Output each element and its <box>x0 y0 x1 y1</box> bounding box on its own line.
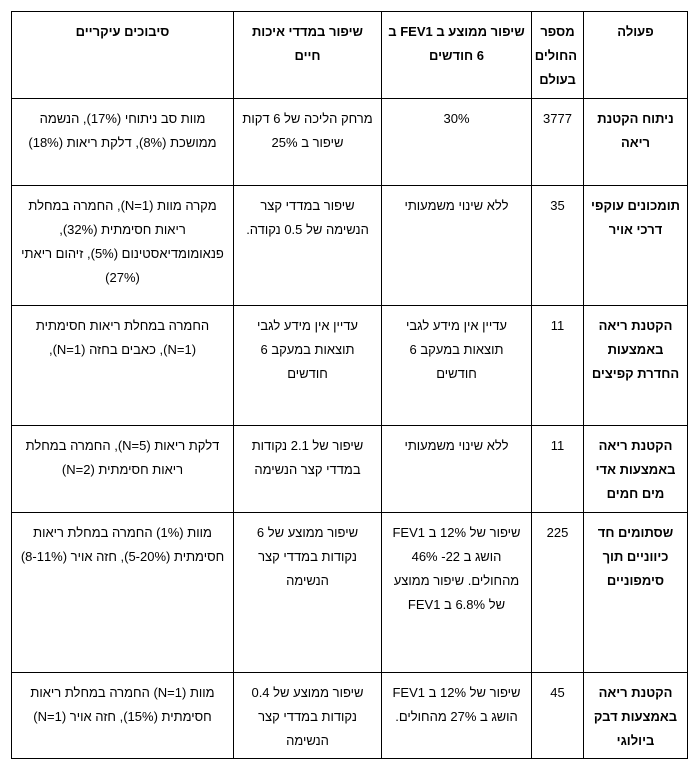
table-row <box>12 186 688 306</box>
cell-patients: 35 <box>532 186 584 306</box>
cell-action: תומכונים עוקפי דרכי אויר <box>584 186 688 306</box>
table-row <box>12 673 688 759</box>
cell-fev1: ללא שינוי משמעותי <box>382 426 532 513</box>
cell-complications: החמרה במחלת ריאות חסימתית (N=1), כאבים בחזה (N=1), <box>12 306 234 426</box>
cell-quality: שיפור של 2.1 נקודות במדדי קצר הנשימה <box>234 426 382 513</box>
cell-action: ניתוח הקטנת ריאה <box>584 99 688 186</box>
cell-patients: 225 <box>532 513 584 673</box>
cell-quality: מרחק הליכה של 6 דקות שיפור ב 25% <box>234 99 382 186</box>
header-row <box>12 12 688 99</box>
cell-patients: 45 <box>532 673 584 759</box>
header-complications: סיבוכים עיקריים <box>12 12 234 99</box>
header-fev1: שיפור ממוצע ב FEV1 ב 6 חודשים <box>382 12 532 99</box>
comparison-table <box>11 11 688 759</box>
cell-fev1: שיפור של 12% ב FEV1 הושג ב 22- 46% מהחולים. שיפור ממוצע של 6.8% ב FEV1 <box>382 513 532 673</box>
cell-action: הקטנת ריאה באמצעות החדרת קפיצים <box>584 306 688 426</box>
cell-quality: שיפור ממוצע של 0.4 נקודות במדדי קצר הנשימה <box>234 673 382 759</box>
cell-complications: מוות (N=1) החמרה במחלת ריאות חסימתית (15%), חזה אויר (N=1) <box>12 673 234 759</box>
table-row <box>12 306 688 426</box>
header-action: פעולה <box>584 12 688 99</box>
cell-action: הקטנת ריאה באמצעות דבק ביולוגי <box>584 673 688 759</box>
cell-quality: שיפור ממוצע של 6 נקודות במדדי קצר הנשימה <box>234 513 382 673</box>
cell-complications: מקרה מוות (N=1), החמרה במחלת ריאות חסימתית (32%), פנאומומדיאסטינום (5%), זיהום ריאתי (27%) <box>12 186 234 306</box>
cell-quality: עדיין אין מידע לגבי תוצאות במעקב 6 חודשים <box>234 306 382 426</box>
cell-action: הקטנת ריאה באמצעות אדי מים חמים <box>584 426 688 513</box>
header-patients: מספר החולים בעולם <box>532 12 584 99</box>
cell-fev1: ללא שינוי משמעותי <box>382 186 532 306</box>
header-quality: שיפור במדדי איכות חיים <box>234 12 382 99</box>
cell-patients: 11 <box>532 426 584 513</box>
cell-fev1: 30% <box>382 99 532 186</box>
cell-action: שסתומים חד כיווניים תוך סימפוניים <box>584 513 688 673</box>
cell-quality: שיפור במדדי קצר הנשימה של 0.5 נקודה. <box>234 186 382 306</box>
cell-fev1: עדיין אין מידע לגבי תוצאות במעקב 6 חודשים <box>382 306 532 426</box>
cell-complications: מוות (1%) החמרה במחלת ריאות חסימתית (5-20%), חזה אויר (8-11%) <box>12 513 234 673</box>
cell-fev1: שיפור של 12% ב FEV1 הושג ב 27% מהחולים. <box>382 673 532 759</box>
table-row <box>12 426 688 513</box>
table-row <box>12 513 688 673</box>
table-row <box>12 99 688 186</box>
cell-complications: מוות סב ניתוחי (17%), הנשמה ממושכת (8%), דלקת ריאות (18%) <box>12 99 234 186</box>
cell-patients: 3777 <box>532 99 584 186</box>
cell-complications: דלקת ריאות (N=5), החמרה במחלת ריאות חסימתית (N=2) <box>12 426 234 513</box>
cell-patients: 11 <box>532 306 584 426</box>
